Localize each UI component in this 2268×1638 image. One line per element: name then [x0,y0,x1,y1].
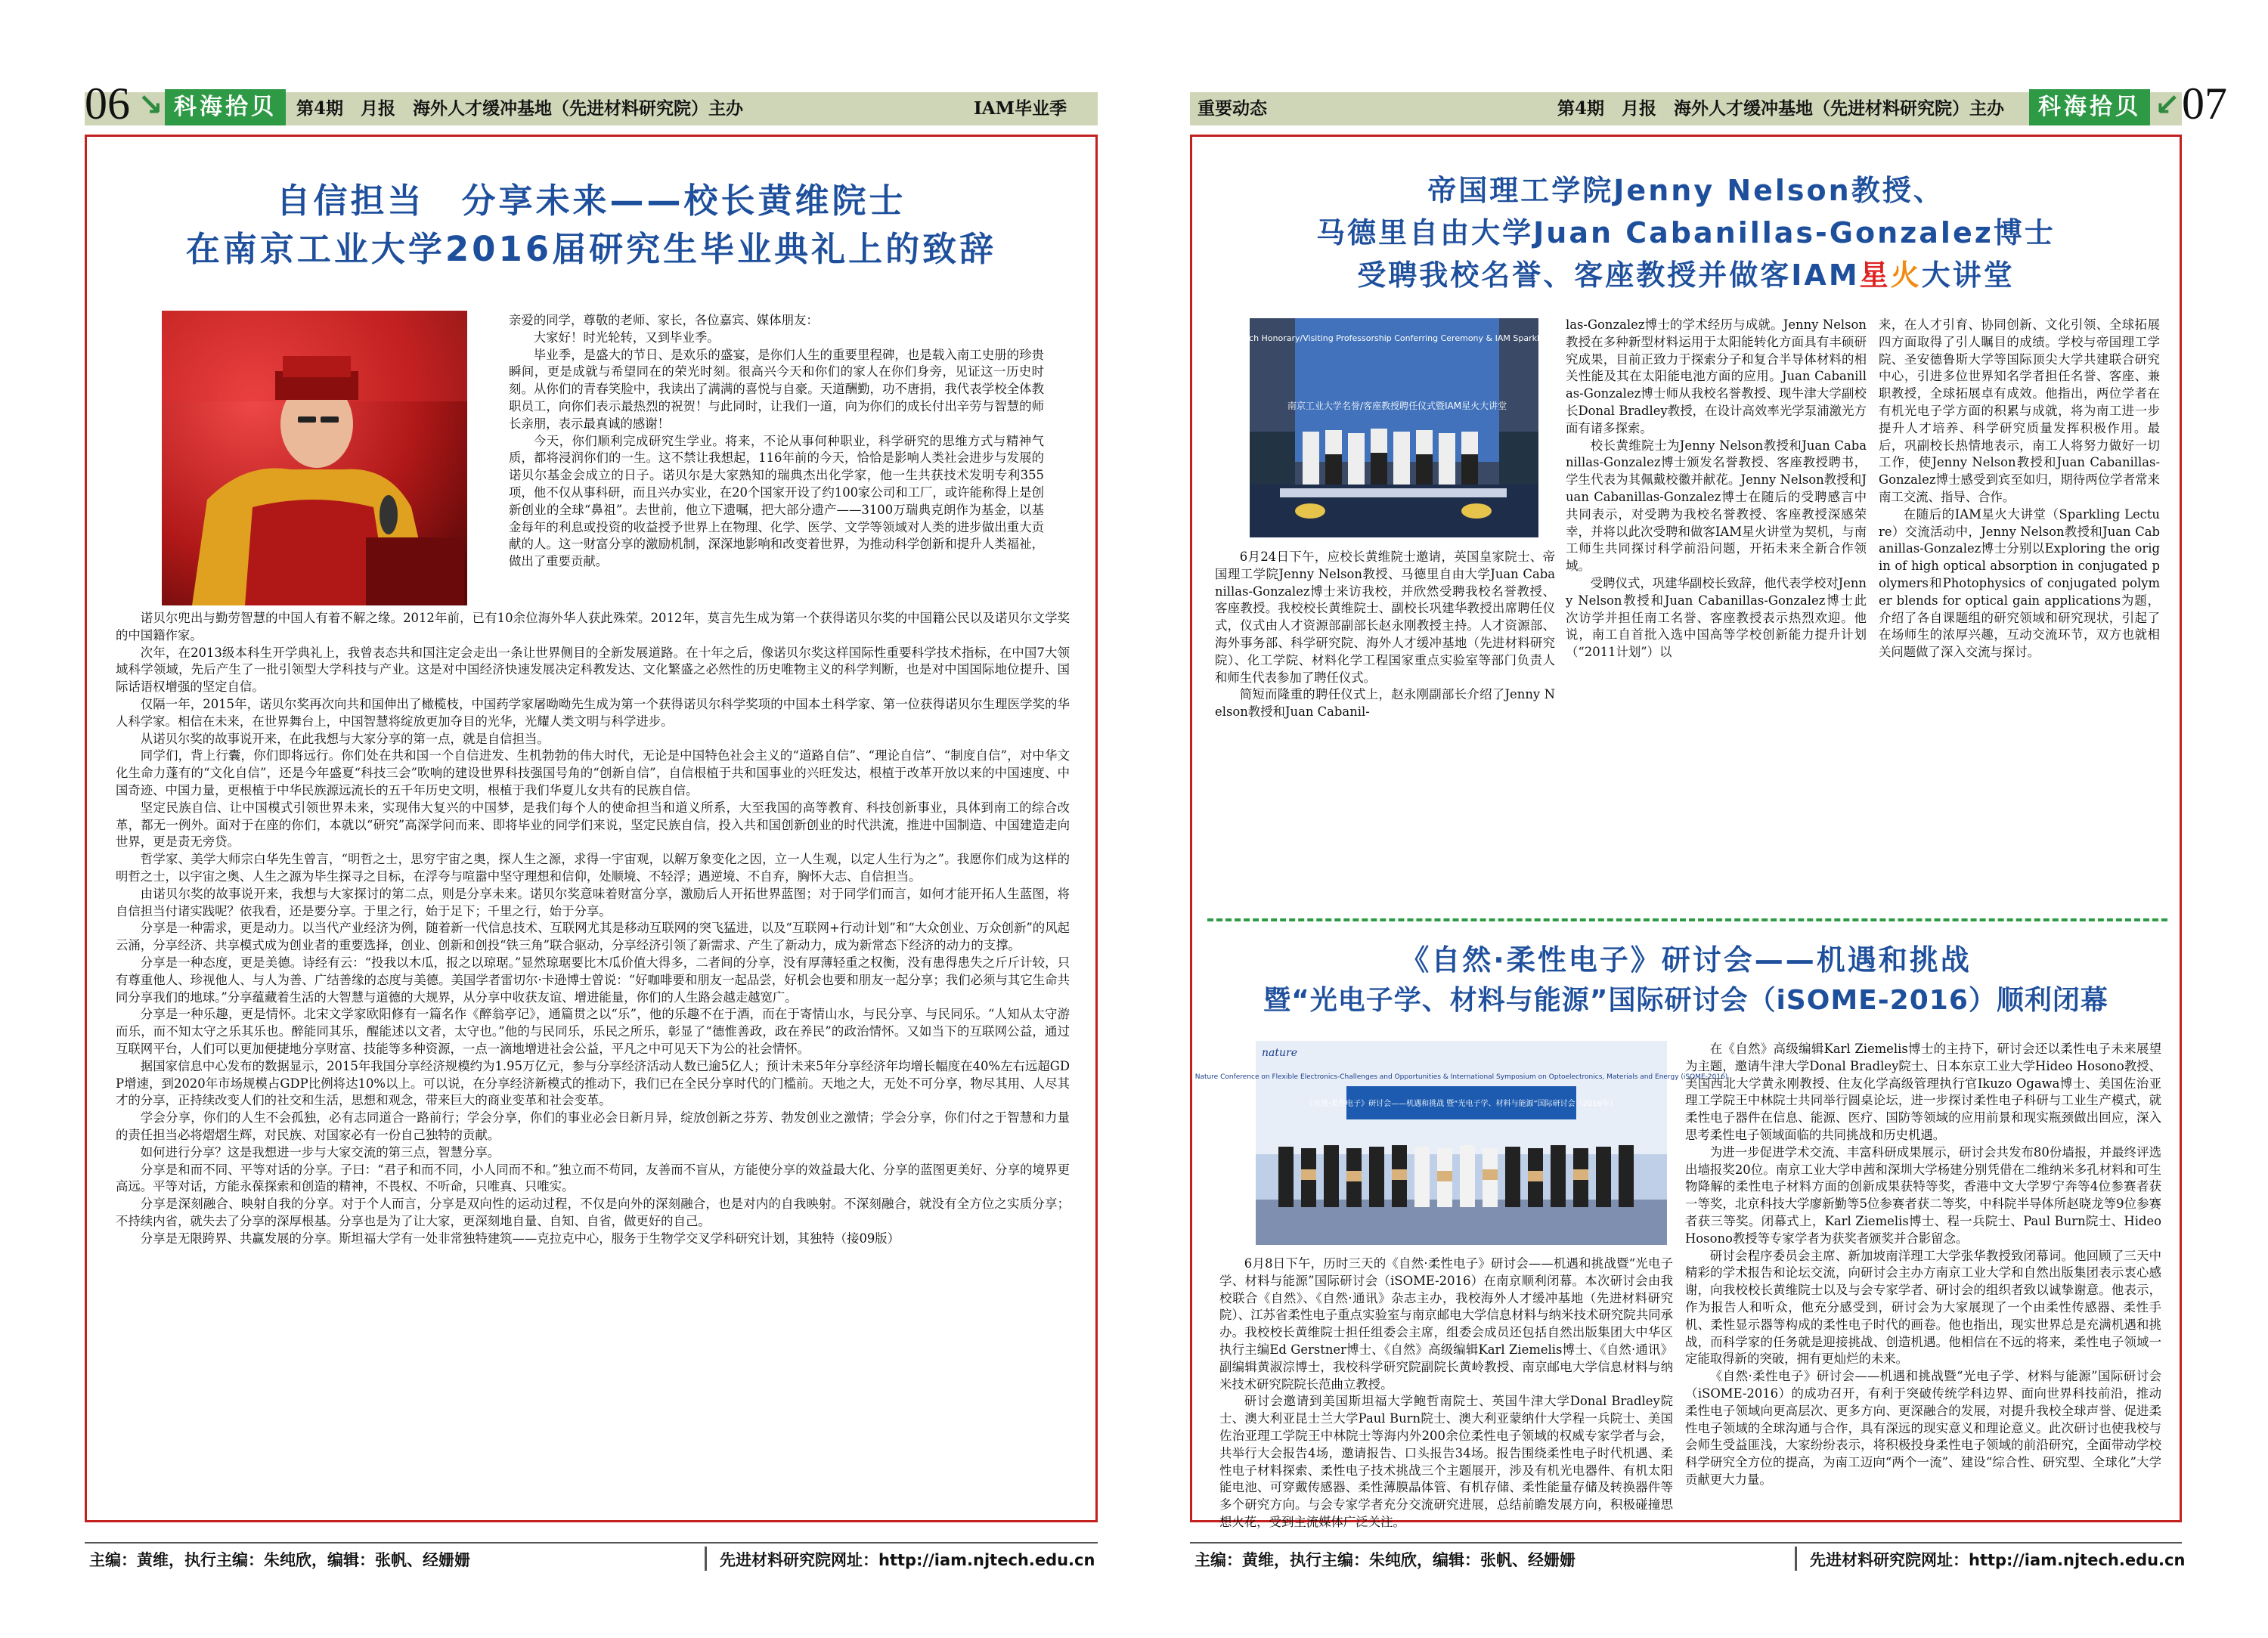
paragraph: 学会分享，你们的人生不会孤独，必有志同道合一路前行；学会分享，你们的事业必会日新月异，绽放创新之芬芳、勃发创业之激情；学会分享，你们付之于智慧和力量的责任担当必将熠熠生辉，对民族、对国家必有一份自己独特的贡献。 [116,1110,1070,1142]
article1-title-line1: 帝国理工学院Jenny Nelson教授、 [1427,174,1944,207]
photo-banner-cn: 南京工业大学名誉/客座教授聘任仪式暨IAM星火大讲堂 [1287,401,1507,411]
page-number: 06 [85,79,130,129]
paragraph: 哲学家、美学大师宗白华先生曾言，“明哲之士，思穷宇宙之奥，探人生之源，求得一宇宙观，以解万象变化之因，立一人生观，以定人生行为之”。我愿你们成为这样的明哲之士，以宇宙之奥、人生之源为毕生探寻之目标，在浮夸与喧嚣中坚守理想和信仰，处顺境、不轻浮；遇逆境、不自弃，胸怀大志、自信担当。 [116,852,1070,884]
section-tag: 重要动态 [1198,98,1267,119]
paragraph: 为进一步促进学术交流、丰富科研成果展示，研讨会共发布80份墙报，并最终评选出墙报奖20位。南京工业大学申茜和深圳大学杨建分别凭借在二维纳米多孔材料和可生物降解的柔性电子材料方面的创新成果获特等奖，香港中文大学罗宁奔等4位参赛者获一等奖，北京科技大学廖新勤等5位参赛者获二等奖，中科院半导体所赵晓龙等9位参赛者获三等奖。闭幕式上，Karl Ziemelis博士、程一兵院士、Paul Burn院士、Hideo Hosono教授等专家学者为获奖者颁奖并合影留念。 [1685,1144,2161,1246]
paragraph: 研讨会程序委员会主席、新加坡南洋理工大学张华教授致闭幕词。他回顾了三天中精彩的学术报告和论坛交流，向研讨会主办方南京工业大学和自然出版集团表示衷心感谢，向我校校长黄维院士以及与会专家学者、研讨会的组织者致以诚挚谢意。他表示，作为报告人和听众，他充分感受到，研讨会为大家展现了一个由柔性传感器、柔性手机、柔性显示器等构成的柔性电子时代的画卷。他也指出，现实世界总是充满机遇和挑战，而科学家的任务就是迎接挑战、创造机遇。他相信在不远的将来，柔性电子领域一定能取得新的突破，拥有更灿烂的未来。 [1685,1248,2161,1367]
paragraph: las-Gonzalez博士的学术经历与成就。Jenny Nelson教授在多种新型材料运用于太阳能转化方面具有丰硕研究成果，目前正致力于探索分子和复合半导体材料的相关性能及其在太阳能电池方面的应用。Juan Cabanillas-Gonzalez博士师从我校名誉教授、现牛津大学副校长Donal Bradley教授，在设计高效率光学泵浦激光方面有诸多探索。 [1566,317,1867,435]
right-page [1134,0,2268,1638]
article2-left-column [1219,1256,1673,1529]
page-number: 07 [2182,79,2227,129]
left-header [0,79,1134,129]
footer-editors: 主编：黄维，执行主编：朱纯欣，编辑：张帆、经姗姗 [1194,1551,1576,1569]
paragraph: 受聘仪式，巩建华副校长致辞，他代表学校对Jenny Nelson教授和Juan Cabanillas-Gonzalez博士此次访学并担任南工名誉、客座教授表示热烈欢迎。他说，南工自首批入选中国高等学校创新能力提升计划（“2011计划”）以 [1566,575,1867,660]
paragraph: 由诺贝尔奖的故事说开来，我想与大家探讨的第二点，则是分享未来。诺贝尔奖意味着财富分享，激励后人开拓世界蓝图；对于同学们而言，如何才能开拓人生蓝图，将自信担当付诸实践呢？依我看，还是要分享。于里之行，始于足下；千里之行，始于分享。 [116,886,1070,918]
article2-right-column [1685,1041,2161,1511]
paragraph: 诺贝尔兜出与勤劳智慧的中国人有着不解之缘。2012年前，已有10余位海外华人获此殊荣。2012年，莫言先生成为第一个获得诺贝尔奖的中国籍公民以及诺贝尔文学奖的中国籍作家。 [116,611,1070,643]
article-intro-column [509,312,1044,607]
paragraph: 亲爱的同学，尊敬的老师、家长，各位嘉宾、媒体朋友： [509,313,819,327]
paragraph: 据国家信息中心发布的数据显示，2015年我国分享经济规模约为1.95万亿元，参与分享经济活动人数已逾5亿人；预计未来5年分享经济年均增长幅度在40%左右远超GDP增速，到2020年市场规模占GDP比例将达10%以上。可以说，在分享经济新模式的推动下，我们已在全民分享时代的门槛前。天地之大，无处不可分享，物尽其用、人尽其才的分享，正持续改变人们的社交和生活，思想和观念，带来巨大的商业变革和社会变革。 [116,1058,1070,1108]
paragraph: 仅隔一年，2015年，诺贝尔奖再次向共和国伸出了橄榄枝，中国药学家屠呦呦先生成为第一个获得诺贝尔科学奖项的中国本土科学家、第一位获得诺贝尔生理医学奖的华人科学家。相信在未来，在世界舞台上，中国智慧将绽放更加夺目的光华，光耀人类文明与科学进步。 [116,696,1070,729]
article1-column-2 [1566,317,1867,905]
brand-label: 科海拾贝 [2029,89,2150,125]
article-title-line2: 在南京工业大学2016届研究生毕业典礼上的致辞 [185,229,997,269]
paragraph: 分享是一种乐趣，更是情怀。北宋文学家欧阳修有一篇名作《醉翁亭记》，通篇贯之以“乐”，他的乐趣不在于酒，而在于寄情山水，与民分享、与民同乐。“人知从太守游而乐，而不知太守之乐其乐也。醉能同其乐，醒能述以文者，太守也。”他的与民同乐，乐民之所乐，彰显了“德惟善政，政在养民”的政治情怀。又如当下的互联网公益，通过互联网平台，人们可以更加便捷地分享财富、技能等多种资源，一点一滴地增进社会公益，平凡之中可见天下为公的社会情怀。 [116,1007,1070,1056]
masthead: 第4期 月报 海外人才缓冲基地（先进材料研究院）主办 [296,98,744,119]
speech-photo [162,311,467,605]
footer-divider [1795,1547,1797,1571]
footer-editors: 主编：黄维，执行主编：朱纯欣，编辑：张帆、经姗姗 [89,1551,470,1569]
article-body-column [116,610,1070,1509]
left-footer [85,1542,1098,1574]
article2-title-line1: 《自然·柔性电子》研讨会——机遇和挑战 [1400,943,1972,977]
section-tag: IAM毕业季 [974,98,1067,119]
paragraph: 6月8日下午，历时三天的《自然·柔性电子》研讨会——机遇和挑战暨“光电子学、材料与能源”国际研讨会（iSOME-2016）在南京顺利闭幕。本次研讨会由我校联合《自然》、《自然·通讯》杂志主办，我校海外人才缓冲基地（先进材料研究院）、江苏省柔性电子重点实验室与南京邮电大学信息材料与纳米技术研究院共同承办。我校校长黄维院士担任组委会主席，组委会成员还包括自然出版集团大中华区执行主编Ed Gerstner博士、《自然》高级编辑Karl Ziemelis博士、《自然·通讯》副编辑黄淑淙博士，我校科学研究院副院长黄岭教授、南京邮电大学信息材料与纳米技术研究院院长范曲立教授。 [1219,1256,1673,1392]
photo-banner-text: NanjingTech Honorary/Visiting Professorship Conferring Ceremony & IAM Sparkling Lecture [1208,333,1586,343]
spark-char-2: 火 [1890,259,1922,292]
paragraph: 同学们，背上行囊，你们即将远行。你们处在共和国一个自信进发、生机勃勃的伟大时代，无论是中国特色社会主义的“道路自信”、“理论自信”、“制度自信”，对中华文化生命力蓬有的“文化自信”，还是今年盛夏“科技三会”吹响的建设世界科技强国号角的“创新自信”，自信根植于共和国事业的兴旺发达，根植于改革开放以来的中国速度、中国奇迹、中国力量，更根植于中华民族源远流长的五千年历史文明，根植于我们华夏儿女共有的民族自信。 [116,748,1070,797]
photo-nature-logo: nature [1262,1047,1297,1059]
article1-column-1 [1215,549,1555,904]
paragraph: 在《自然》高级编辑Karl Ziemelis博士的主持下，研讨会还以柔性电子未来展望为主题，邀请牛津大学Donal Bradley院士、日本东京工业大学Hideo Hosono教授、美国西北大学黄永刚教授、住友化学高级管理执行官Ikuzo Ogawa博士、美国佐治亚理工学院王中林院士共同举行圆桌论坛，进一步探讨柔性电子科研与工业生产模式，就柔性电子器件在信息、能源、医疗、国防等领域的应用前景和现实瓶颈做出回应，深入思考柔性电子领域面临的共同挑战和历史机遇。 [1685,1042,2161,1142]
left-article-frame [85,135,1098,1522]
arrow-down-left-icon: ↙ [2155,88,2180,122]
section-divider [1207,918,2167,921]
paragraph: 校长黄维院士为Jenny Nelson教授和Juan Cabanillas-Gonzalez博士颁发名誉教授、客座教授聘书，学生代表为其佩戴校徽并献花。Jenny Nelson教授和Juan Cabanillas-Gonzalez博士在随后的受聘感言中共同表示，对受聘为我校名誉教授、客座教授深感荣幸，并将以此次受聘和做客IAM星火讲堂为契机，与南工师生共同探讨科学前沿问题，开拓未来全新合作领域。 [1566,438,1867,574]
masthead: 第4期 月报 海外人才缓冲基地（先进材料研究院）主办 [1557,98,2005,119]
right-header [1134,79,2268,129]
right-article-frame [1190,135,2182,1529]
paragraph: 如何进行分享？这是我想进一步与大家交流的第三点，智慧分享。 [140,1144,500,1160]
spark-char-1: 星 [1859,259,1891,292]
paragraph: 从诺贝尔奖的故事说开来，在此我想与大家分享的第一点，就是自信担当。 [140,731,550,746]
paragraph: 分享是一种需求，更是动力。以当代产业经济为例，随着新一代信息技术、互联网尤其是移动互联网的突飞猛进，以及“互联网+行动计划”和“大众创业、万众创新”的风起云涌，分享经济、共享模式成为创业者的重要选择，创业、创新和创投“铁三角”联合驱动，分享经济引领了新需求、产生了新动力，成为新常态下经济的动力的支撑。 [116,921,1070,953]
photo-banner-en: Nature Conference on Flexible Electronics-Challenges and Opportunities & International Symposium on Optoelectronics, Materials and Energy (iSOME-2016) [1194,1073,1728,1081]
article1-column-3 [1879,317,2160,905]
article2-title-line2: 暨“光电子学、材料与能源”国际研讨会（iSOME-2016）顺利闭幕 [1263,985,2108,1016]
paragraph: 分享是深刻融合、映射自我的分享。对于个人而言，分享是双向性的运动过程，不仅是向外的深刻融合，也是对内的自我映射。不深刻融合，就没有全方位之实质分享；不持续内省，就失去了分享的深厚根基。分享也是为了让大家，更深刻地自量、自知、自省，做更好的自己。 [116,1197,1070,1228]
paragraph: 《自然·柔性电子》研讨会——机遇和挑战暨“光电子学、材料与能源”国际研讨会（iSOME-2016）的成功召开，有利于突破传统学科边界、面向世界科技前沿，推动柔性电子领域向更高层次、更多方向、更深融合的发展，对提升我校全球声誉、促进柔性电子领域的全球沟通与合作，具有深远的现实意义和理论意义。此次研讨也使我校与会师生受益匪浅，大家纷纷表示，将积极投身柔性电子领域的前沿研究，全面带动学校科学研究全方位的提高，为南工迈向“两个一流”、建设“综合性、研究型、全球化”大学贡献更大力量。 [1685,1369,2161,1487]
paragraph: 研讨会邀请到美国斯坦福大学鲍哲南院士、英国牛津大学Donal Bradley院士、澳大利亚昆士兰大学Paul Burn院士、澳大利亚蒙纳什大学程一兵院士、美国佐治亚理工学院王中林院士等海内外200余位柔性电子领域的权威专家学者与会，共举行大会报告4场，邀请报告、口头报告34场。报告围绕柔性电子时代机遇、柔性电子材料探索、柔性电子技术挑战三个主题展开，涉及有机光电器件、有机太阳能电池、可穿戴传感器、柔性薄膜晶体管、有机存储、柔性能量存储及转换器件等多个研究方向。与会专家学者充分交流研究进展，总结前瞻发展方向，积极碰撞思想火花，受到主流媒体广泛关注。 [1219,1394,1673,1529]
brand-label: 科海拾贝 [165,89,286,125]
article-title-line1: 自信担当 分享未来——校长黄维院士 [276,181,906,221]
paragraph: 次年，在2013级本科生开学典礼上，我曾表态共和国注定会走出一条让世界侧目的全新发展道路。在十年之后，像诺贝尔奖这样国际性重要科学技术指标，在中国7大领域科学领域，先后产生了一批引领型大学科技与产业。这是对中国经济快速发展决定科教发达、文化繁盛之必然性的历史唯物主义的科学判断，也是对中国国际地位提升、国际话语权增强的坚定自信。 [116,645,1070,695]
paragraph: 来，在人才引育、协同创新、文化引领、全球拓展四方面取得了引人瞩目的成绩。学校与帝国理工学院、圣安德鲁斯大学等国际顶尖大学共建联合研究中心，引进多位世界知名学者担任名誉、客座、兼职教授，全球拓展卓有成效。他指出，两位学者在有机光电子学方面的积累与成就，将为南工进一步提升人才培养、科学研究质量发挥积极作用。最后，巩副校长热情地表示，南工人将努力做好一切工作，使Jenny Nelson教授和Juan Cabanillas-Gonzalez博士感受到宾至如归，期待两位学者常来南工交流、指导、合作。 [1879,317,2160,504]
article1-title-line3 [1192,252,2180,293]
title-text: 受聘我校名誉、客座教授并做客IAM [1357,259,1860,292]
paragraph: 分享是无限跨界、共赢发展的分享。斯坦福大学有一处非常独特建筑——克拉克中心，服务于生物学交叉学科研究计划，其独特（接09版） [140,1231,900,1246]
photo-banner-cn: 《自然·柔性电子》研讨会——机遇和挑战 暨“光电子学、材料与能源”国际研讨会（2016年） [1305,1100,1618,1108]
title-text: 大讲堂 [1921,259,2015,292]
paragraph: 在随后的IAM星火大讲堂（Sparkling Lecture）交流活动中，Jenny Nelson教授和Juan Cabanillas-Gonzalez博士分别以Exploring the origin of high optical absorption in conjugated polymers和Photophysics of conjugated polymer blends for optical gain applications为题，介绍了各自课题组的研究领域和研究现状，引起了在场师生的浓厚兴趣，互动交流环节，双方也就相关问题做了深入交流与探讨。 [1879,506,2160,660]
footer-site-link[interactable]: 先进材料研究院网址：http://iam.njtech.edu.cn [720,1551,1095,1569]
article1-title-line2: 马德里自由大学Juan Cabanillas-Gonzalez博士 [1316,216,2056,249]
footer-divider [705,1547,707,1571]
paragraph: 分享是一种态度，更是美德。诗经有云：“投我以木瓜，报之以琼琚。”显然琼琚要比木瓜价值大得多，二者间的分享，没有厚薄轻重之权衡，没有患得患失之斤斤计较，只有尊重他人、珍视他人、与人为善、广结善缘的态度与美德。美国学者雷切尔·卡逊博士曾说：“好咖啡要和朋友一起品尝，好机会也要和朋友一起分享；我们必须与其它生命共同分享我们的地球。”分享蕴藏着生活的大智慧与道德的大规界，从分享中收获友谊、增进能量，你们的人生路会越走越宽广。 [116,955,1070,1005]
paragraph: 6月24日下午，应校长黄维院士邀请，英国皇家院士、帝国理工学院Jenny Nelson教授、马德里自由大学Juan Cabanillas-Gonzalez博士来访我校，并欣然受聘我校名誉教授、客座教授。我校校长黄维院士、副校长巩建华教授出席聘任仪式，仪式由人才资源部副部长赵永刚教授主持。人才资源部、海外事务部、科学研究院、海外人才缓冲基地（先进材料研究院）、化工学院、材料化学工程国家重点实验室等部门负责人和师生代表参加了聘任仪式。 [1215,550,1555,685]
arrow-down-right-icon: ↘ [138,88,163,122]
paragraph: 坚定民族自信、让中国模式引领世界未来，实现伟大复兴的中国梦，是我们每个人的使命担当和道义所系，大至我国的高等教育、科技创新事业，具体到南工的综合改革，都无一例外。面对于在座的你们，本就以“研究”高深学问而来、即将毕业的同学们来说，坚定民族自信，投入共和国创新创业的时代洪流，推进中国制造、中国建造走向世界，更是责无旁贷。 [116,800,1070,850]
right-footer [1190,1542,2186,1574]
footer-site-link[interactable]: 先进材料研究院网址：http://iam.njtech.edu.cn [1810,1551,2186,1569]
paragraph: 毕业季，是盛大的节日、是欢乐的盛宴，是你们人生的重要里程碑，也是载入南工史册的珍贵瞬间，更是成就与希望同在的荣光时刻。很高兴今天和你们的家人在你们身旁，见证这一历史时刻。从你们的青春笑脸中，我读出了满满的喜悦与自豪。天道酬勤，功不唐捐，我代表学校全体教职员工，向你们表示最热烈的祝贺！与此同时，让我们一道，向为你们的成长付出辛劳与智慧的师长亲朋，表示最真诚的感谢！ [509,347,1044,431]
paragraph: 今天，你们顺利完成研究生学业。将来，不论从事何种职业，科学研究的思维方式与精神气质，都将浸润你们的一生。这不禁让我想起，116年前的今天，恰恰是影响人类社会进步与发展的诺贝尔基金会成立的日子。诺贝尔是大家熟知的瑞典杰出化学家，他一生共获技术发明专利355项，他不仅从事科研，而且兴办实业，在20个国家开设了约100家公司和工厂，或许能称得上是创新创业的全球“鼻祖”。去世前，他立下遗嘱，把大部分遗产——3100万瑞典克朗作为基金，以基金每年的利息或投资的收益授予世界上在物理、化学、医学、文学等领域对人类的进步做出重大贡献的人。这一财富分享的激励机制，深深地影响和改变着世界，为推动科学创新和提升人类福祉，做出了重要贡献。 [509,433,1044,569]
paragraph: 大家好！时光轮转，又到毕业季。 [533,330,720,345]
paragraph: 简短而隆重的聘任仪式上，赵永刚副部长介绍了Jenny Nelson教授和Juan Cabanil- [1215,687,1555,720]
conference-photo [1194,1041,1728,1245]
ceremony-photo [1208,318,1586,537]
paragraph: 分享是和而不同、平等对话的分享。子曰：“君子和而不同，小人同而不和。”独立而不苟同，友善而不盲从，方能使分享的效益最大化、分享的蓝图更美好、分享的境界更高远。平等对话，方能永葆探索和创造的精神，不畏权、不听命，只唯真、只唯实。 [116,1162,1070,1194]
